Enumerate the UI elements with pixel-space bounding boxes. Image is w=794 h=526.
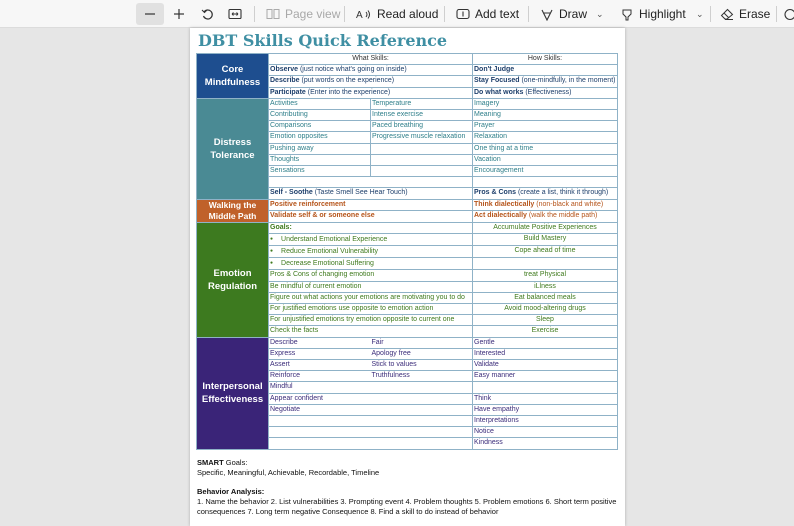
- table-cell: Appear confident: [269, 393, 371, 404]
- table-cell: Check the facts: [269, 326, 473, 337]
- table-cell: Negotiate: [269, 404, 371, 415]
- toolbar-separator: [528, 6, 529, 22]
- table-cell: Don't Judge: [473, 65, 618, 76]
- pdf-page: [190, 28, 625, 526]
- svg-text:A: A: [356, 9, 363, 21]
- table-cell: [269, 427, 371, 438]
- how-skills-header: How Skills:: [473, 54, 618, 65]
- table-cell: [371, 154, 473, 165]
- table-cell: Avoid mood-altering drugs: [473, 303, 618, 314]
- table-row: [197, 199, 618, 211]
- table-cell: Pushing away: [269, 143, 371, 154]
- table-cell: Self - Soothe (Taste Smell See Hear Touch): [269, 188, 473, 199]
- toolbar-separator: [776, 6, 777, 22]
- table-cell: Describe (put words on the experience): [269, 76, 473, 87]
- table-cell: For unjustified emotions try emotion opposite to current one: [269, 315, 473, 326]
- pdf-toolbar: [0, 0, 794, 28]
- table-cell: Emotion opposites: [269, 132, 371, 143]
- table-cell: Observe (just notice what's going on inside): [269, 65, 473, 76]
- table-cell: [473, 382, 618, 393]
- toolbar-separator: [444, 6, 445, 22]
- table-cell: Participate (Enter into the experience): [269, 87, 473, 98]
- fit-page-icon: [228, 8, 242, 20]
- read-aloud-icon: [356, 8, 372, 21]
- table-cell: Prayer: [473, 121, 618, 132]
- table-cell: For justified emotions use opposite to emotion action: [269, 303, 473, 314]
- chevron-down-icon: ⌄: [596, 8, 604, 19]
- table-cell: Express: [269, 348, 371, 359]
- table-cell: Temperature: [371, 98, 473, 109]
- table-cell: Validate: [473, 359, 618, 370]
- table-cell: Think dialectically (non-black and white): [473, 199, 618, 211]
- toolbar-separator: [254, 6, 255, 22]
- middle-path-label: Walking the Middle Path: [197, 199, 269, 222]
- draw-options-dropdown[interactable]: [592, 3, 608, 25]
- table-cell: Imagery: [473, 98, 618, 109]
- table-cell: [269, 415, 371, 426]
- minus-icon: [144, 8, 156, 20]
- table-cell: Intense exercise: [371, 110, 473, 121]
- document-notes: [197, 458, 617, 517]
- behavior-analysis-heading: Behavior Analysis:: [197, 487, 265, 496]
- plus-icon: [173, 8, 185, 20]
- core-mindfulness-label: Core Mindfulness: [197, 54, 269, 99]
- zoom-out-button[interactable]: [136, 3, 164, 25]
- table-cell: Eat balanced meals: [473, 292, 618, 303]
- table-cell: [371, 404, 473, 415]
- table-row: [197, 222, 618, 233]
- emotion-regulation-label: Emotion Regulation: [197, 222, 269, 337]
- table-cell: Fair: [371, 337, 473, 348]
- table-cell: Kindness: [473, 438, 618, 449]
- highlight-button[interactable]: [616, 3, 690, 25]
- table-cell: Paced breathing: [371, 121, 473, 132]
- erase-label: Erase: [739, 7, 771, 21]
- list-item: ● Decrease Emotional Suffering: [269, 258, 473, 270]
- read-aloud-button[interactable]: [352, 3, 442, 25]
- table-cell: Notice: [473, 427, 618, 438]
- table-cell: Comparisons: [269, 121, 371, 132]
- table-cell: Interpretations: [473, 415, 618, 426]
- table-cell: Goals:: [269, 222, 473, 233]
- page-view-icon: [266, 8, 280, 20]
- table-cell: Encouragement: [473, 166, 618, 177]
- smart-goals-heading: SMART Goals:: [197, 458, 248, 467]
- table-cell: One thing at a time: [473, 143, 618, 154]
- table-cell: Exercise: [473, 326, 618, 337]
- table-row: [197, 337, 618, 348]
- add-text-label: Add text: [475, 7, 520, 21]
- distress-tolerance-label: Distress Tolerance: [197, 98, 269, 199]
- highlight-label: Highlight: [639, 7, 686, 21]
- table-cell: Meaning: [473, 110, 618, 121]
- table-cell: Relaxation: [473, 132, 618, 143]
- document-title: DBT Skills Quick Reference: [198, 31, 448, 50]
- list-item: ● Reduce Emotional Vulnerability: [269, 245, 473, 257]
- table-cell: Easy manner: [473, 371, 618, 382]
- toolbar-separator: [710, 6, 711, 22]
- toolbar-separator: [344, 6, 345, 22]
- interpersonal-effectiveness-label: Interpersonal Effectiveness: [197, 337, 269, 449]
- table-cell: [473, 258, 618, 270]
- behavior-analysis-text: 1. Name the behavior 2. List vulnerabilities 3. Prompting event 4. Problem thoughts 5. Problem emotions 6. Short term positive consequences 7. Long term negative Consequence 8. Find a skill to do instead of behavior: [197, 497, 617, 516]
- list-item: ● Understand Emotional Experience: [269, 233, 473, 245]
- table-cell: Validate self & or someone else: [269, 211, 473, 223]
- table-cell: [371, 438, 473, 449]
- more-tools-button[interactable]: [782, 3, 794, 25]
- table-row: [197, 98, 618, 109]
- table-cell: Reinforce: [269, 371, 371, 382]
- table-cell: Contributing: [269, 110, 371, 121]
- table-cell: Act dialectically (walk the middle path): [473, 211, 618, 223]
- table-cell: Apology free: [371, 348, 473, 359]
- table-cell: Truthfulness: [371, 371, 473, 382]
- page-view-button[interactable]: [262, 3, 344, 25]
- table-cell: Sleep: [473, 315, 618, 326]
- table-cell: Figure out what actions your emotions are motivating you to do: [269, 292, 473, 303]
- table-cell: treat Physical: [473, 270, 618, 281]
- table-cell: Progressive muscle relaxation: [371, 132, 473, 143]
- table-cell: Describe: [269, 337, 371, 348]
- table-cell: Sensations: [269, 166, 371, 177]
- table-cell: [269, 438, 371, 449]
- more-tools-icon: [782, 8, 794, 21]
- chevron-down-icon: ⌄: [696, 8, 704, 19]
- table-cell: Pros & Cons of changing emotion: [269, 270, 473, 281]
- table-cell: Pros & Cons (create a list, think it through): [473, 188, 618, 199]
- table-header-row: [197, 54, 618, 65]
- table-cell: Cope ahead of time: [473, 245, 618, 257]
- table-cell: [371, 382, 473, 393]
- dbt-skills-table: [196, 53, 618, 450]
- rotate-icon: [201, 8, 214, 21]
- table-cell: [269, 177, 473, 188]
- read-aloud-label: Read aloud: [377, 7, 439, 21]
- table-cell: Build Mastery: [473, 233, 618, 245]
- highlighter-icon: [620, 8, 634, 21]
- table-cell: [371, 393, 473, 404]
- eraser-icon: [720, 8, 734, 21]
- table-cell: Gentle: [473, 337, 618, 348]
- table-cell: Vacation: [473, 154, 618, 165]
- table-cell: Interested: [473, 348, 618, 359]
- table-cell: Stay Focused (one-mindfully, in the moment): [473, 76, 618, 87]
- erase-button[interactable]: [716, 3, 774, 25]
- highlight-options-dropdown[interactable]: [692, 3, 708, 25]
- draw-label: Draw: [559, 7, 588, 21]
- table-cell: Positive reinforcement: [269, 199, 473, 211]
- table-cell: iLlness: [473, 281, 618, 292]
- table-cell: Thoughts: [269, 154, 371, 165]
- smart-goals-line: Specific, Meaningful, Achievable, Recordable, Timeline: [197, 468, 380, 477]
- table-cell: [371, 166, 473, 177]
- table-cell: Have empathy: [473, 404, 618, 415]
- table-cell: [371, 427, 473, 438]
- draw-button[interactable]: [536, 3, 591, 25]
- table-cell: [371, 415, 473, 426]
- zoom-in-button[interactable]: [168, 3, 190, 25]
- fit-page-button[interactable]: [224, 3, 246, 25]
- table-cell: Activities: [269, 98, 371, 109]
- table-cell: Do what works (Effectiveness): [473, 87, 618, 98]
- page-view-label: Page view: [285, 7, 341, 21]
- table-cell: [473, 177, 618, 188]
- table-cell: Mindful: [269, 382, 371, 393]
- table-cell: Accumulate Positive Experiences: [473, 222, 618, 233]
- text-box-icon: [456, 8, 470, 20]
- what-skills-header: What Skills:: [269, 54, 473, 65]
- pen-icon: [540, 8, 554, 21]
- table-cell: [371, 143, 473, 154]
- table-cell: Stick to values: [371, 359, 473, 370]
- add-text-button[interactable]: [452, 3, 523, 25]
- table-cell: Assert: [269, 359, 371, 370]
- table-cell: Be mindful of current emotion: [269, 281, 473, 292]
- table-cell: Think: [473, 393, 618, 404]
- rotate-button[interactable]: [196, 3, 218, 25]
